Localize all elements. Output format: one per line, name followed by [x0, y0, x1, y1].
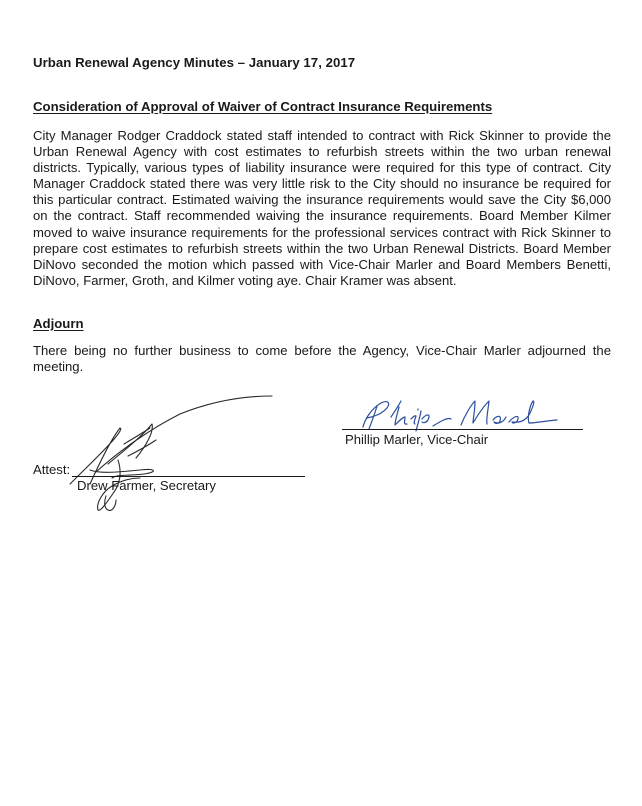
- section-body-consideration: City Manager Rodger Craddock stated staff intended to contract with Rick Skinner to provide the Urban Renewal Agency with cost estimates to refurbish streets within the two urban renewal districts. Typically, various types of liability insurance were required for this type of contract. City Manager Craddock stated there was very little risk to the City should no insurance be required for this particular contract. Estimated waiving the insurance requirements would save the City $6,000 on the contract. Staff recommended waiving the insurance requirements. Board Member Kilmer moved to waive insurance requirements for the professional services contract with Rick Skinner to prepare cost estimates to refurbish streets within the two Urban Renewal Districts. Board Member DiNovo seconded the motion which passed with Vice-Chair Marler and Board Members Benetti, DiNovo, Farmer, Groth, and Kilmer voting aye. Chair Kramer was absent.: [33, 128, 611, 288]
- secretary-signature: [60, 392, 280, 514]
- page-title: Urban Renewal Agency Minutes – January 17, 2017: [33, 55, 356, 70]
- vice-chair-name: Phillip Marler, Vice-Chair: [345, 432, 489, 447]
- attest-label: Attest:: [33, 462, 71, 477]
- secretary-name: Drew Farmer, Secretary: [77, 478, 216, 493]
- vice-chair-signature-line: [342, 429, 583, 430]
- section-body-adjourn: There being no further business to come before the Agency, Vice-Chair Marler adjourned the meeting.: [33, 343, 611, 375]
- attest-signature-line: [72, 476, 305, 477]
- section-heading-consideration: Consideration of Approval of Waiver of Contract Insurance Requirements: [33, 99, 493, 114]
- section-heading-adjourn: Adjourn: [33, 316, 84, 331]
